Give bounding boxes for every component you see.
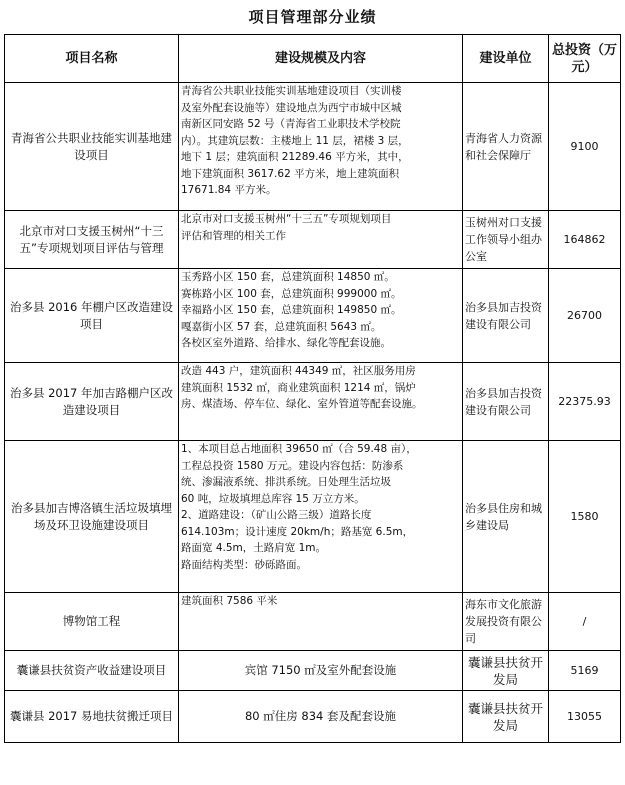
- project-name-cell: 囊谦县扶贫资产收益建设项目: [5, 651, 179, 691]
- scope-cell: [179, 83, 463, 211]
- table-row: [5, 211, 621, 269]
- unit-cell: 治多县加吉投资建设有限公司: [463, 269, 549, 363]
- scope-line: 地下 1 层；建筑面积 21289.46 平方米，其中，: [181, 151, 409, 163]
- scope-cell: [179, 441, 463, 593]
- table-row: [5, 593, 621, 651]
- scope-line: 工程总投资 1580 万元。建设内容包括：防渗系: [181, 459, 404, 472]
- scope-line: 80 ㎡住房 834 套及配套设施: [244, 709, 397, 724]
- scope-line: 赛栋路小区 100 套，总建筑面积 999000 ㎡。: [181, 287, 402, 300]
- scope-line: 内）。其建筑层数：主楼地上 11 层，裙楼 3 层，: [181, 134, 409, 147]
- table-row: [5, 441, 621, 593]
- investment-cell: 26700: [549, 269, 621, 363]
- investment-cell: 164862: [549, 211, 621, 269]
- investment-cell: 5169: [549, 651, 621, 691]
- scope-line: 地下建筑面积 3617.62 平方米，地上建筑面积: [181, 167, 400, 180]
- investment-cell: /: [549, 593, 621, 651]
- scope-line: 60 吨，垃圾填埋总库容 15 万立方米。: [181, 492, 365, 505]
- scope-line: 建筑面积 7586 平米: [181, 595, 278, 607]
- scope-line: 及室外配套设施等）建设地点为西宁市城中区城: [181, 101, 402, 114]
- scope-line: 各校区室外道路、给排水、绿化等配套设施。: [181, 337, 391, 349]
- scope-line: 路面结构类型：砂砾路面。: [181, 558, 307, 571]
- scope-cell: [179, 211, 463, 269]
- table-row: [5, 651, 621, 691]
- scope-cell: [179, 593, 463, 651]
- table-row: [5, 363, 621, 441]
- scope-line: 改造 443 户，建筑面积 44349 ㎡，社区服务用房: [181, 365, 416, 377]
- project-name-cell: 囊谦县 2017 易地扶贫搬迁项目: [5, 691, 179, 743]
- scope-line: 建筑面积 1532 ㎡，商业建筑面积 1214 ㎡，锅炉: [181, 381, 416, 394]
- scope-line: 玉秀路小区 150 套，总建筑面积 14850 ㎡。: [181, 271, 395, 283]
- unit-cell: 青海省人力资源和社会保障厅: [463, 83, 549, 211]
- scope-cell: [179, 651, 463, 691]
- investment-cell: 9100: [549, 83, 621, 211]
- unit-cell: 海东市文化旅游发展投资有限公司: [463, 593, 549, 651]
- project-name-cell: 青海省公共职业技能实训基地建设项目: [5, 83, 179, 211]
- scope-line: 1、本项目总占地面积 39650 ㎡（合 59.48 亩），: [181, 443, 417, 455]
- unit-cell: 囊谦县扶贫开发局: [463, 651, 549, 691]
- scope-line: 嘎嘉街小区 57 套，总建筑面积 5643 ㎡。: [181, 320, 382, 333]
- table-row: [5, 691, 621, 743]
- investment-cell: 1580: [549, 441, 621, 593]
- performance-table: [4, 34, 621, 743]
- scope-cell: [179, 363, 463, 441]
- table-row: [5, 83, 621, 211]
- project-name-cell: 博物馆工程: [5, 593, 179, 651]
- investment-cell: 13055: [549, 691, 621, 743]
- header-unit: 建设单位: [463, 35, 549, 83]
- scope-line: 17671.84 平方米。: [181, 184, 277, 196]
- unit-cell: 治多县住房和城乡建设局: [463, 441, 549, 593]
- scope-line: 幸福路小区 150 套，总建筑面积 149850 ㎡。: [181, 304, 402, 316]
- project-name-cell: 治多县 2016 年棚户区改造建设项目: [5, 269, 179, 363]
- project-name-cell: 北京市对口支援玉树州“十三五”专项规划项目评估与管理: [5, 211, 179, 269]
- scope-line: 南新区同安路 52 号（青海省工业职技术学校院: [181, 118, 401, 130]
- project-name-cell: 治多县加吉博洛镇生活垃圾填埋场及环卫设施建设项目: [5, 441, 179, 593]
- investment-cell: 22375.93: [549, 363, 621, 441]
- scope-line: 宾馆 7150 ㎡及室外配套设施: [244, 663, 397, 678]
- unit-cell: 囊谦县扶贫开发局: [463, 691, 549, 743]
- scope-line: 统、渗漏液系统、排洪系统。日处理生活垃圾: [181, 476, 391, 488]
- scope-line: 2、道路建设：（矿山公路三级）道路长度: [181, 509, 372, 521]
- scope-cell: [179, 269, 463, 363]
- table-header-row: [5, 35, 621, 83]
- scope-line: 北京市对口支援玉树州“十三五”专项规划项目: [181, 213, 392, 225]
- scope-line: 青海省公共职业技能实训基地建设项目（实训楼: [181, 85, 402, 97]
- page-title: 项目管理部分业绩: [248, 8, 377, 26]
- scope-line: 评估和管理的相关工作: [181, 229, 286, 242]
- unit-cell: 治多县加吉投资建设有限公司: [463, 363, 549, 441]
- scope-line: 614.103m；设计速度 20km/h；路基宽 6.5m，: [181, 525, 414, 538]
- project-name-cell: 治多县 2017 年加吉路棚户区改造建设项目: [5, 363, 179, 441]
- scope-cell: [179, 691, 463, 743]
- header-investment: 总投资（万元）: [549, 35, 621, 83]
- header-project-name: 项目名称: [5, 35, 179, 83]
- unit-cell: 玉树州对口支援工作领导小组办公室: [463, 211, 549, 269]
- table-row: [5, 269, 621, 363]
- scope-line: 房、煤渣场、停车位、绿化、室外管道等配套设施。: [181, 398, 423, 410]
- scope-line: 路面宽 4.5m，土路肩宽 1m。: [181, 542, 327, 554]
- header-scope: 建设规模及内容: [179, 35, 463, 83]
